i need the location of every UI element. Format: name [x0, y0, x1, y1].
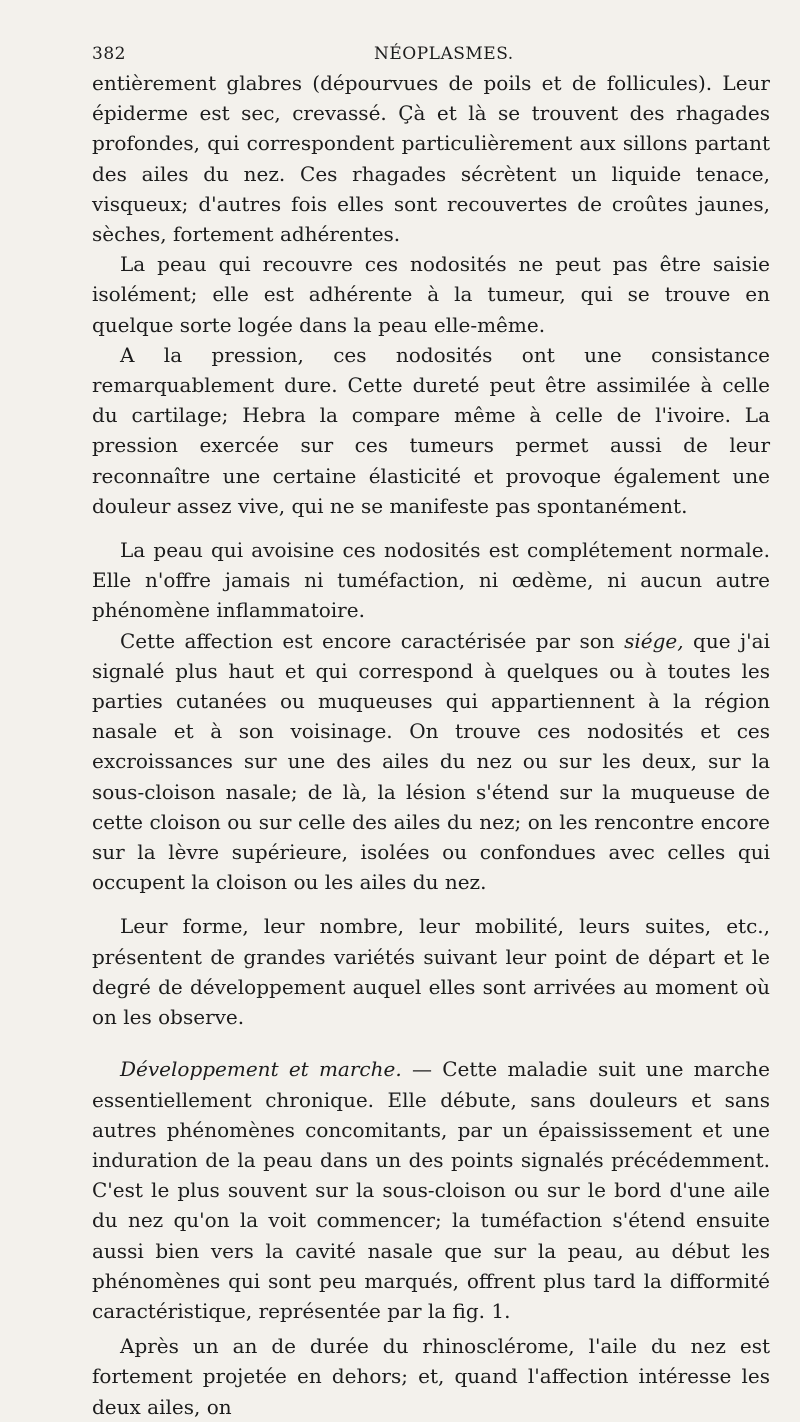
section-dash: — — [401, 1057, 443, 1082]
paragraph-siege — [92, 626, 770, 898]
paragraph-forme: Leur forme, leur nombre, leur mobilité, leurs suites, etc., présentent de grandes variétés suivant leur point de départ et le degré de développement auquel elles sont arrivées au moment où on les observe. — [92, 914, 770, 1030]
section-heading: Développement et marche. — [120, 1057, 402, 1082]
paragraph-adherence: La peau qui recouvre ces nodosités ne peut pas être saisie isolément; elle est adhérente à la tumeur, qui se trouve en quelque sorte logée dans la peau elle-même. — [92, 252, 770, 337]
paragraph-last: Après un an de durée du rhinosclérome, l'aile du nez est fortement projetée en dehors; et, quand l'affection intéresse les deux ailes, on — [92, 1334, 770, 1419]
siege-text-before: Cette affection est encore caractérisée par son — [120, 628, 625, 653]
page-number: 382 — [92, 44, 126, 64]
paragraph-continued: entièrement glabres (dépourvues de poils et de follicules). Leur épiderme est sec, crevassé. Çà et là se trouvent des rhagades profondes, qui correspondent particulièrement aux sillons partant des ailes du nez. Ces rhagades sécrètent un liquide tenace, visqueux; d'autres fois elles sont recouvertes de croûtes jaunes, sèches, fortement adhérentes. — [92, 71, 770, 247]
book-page — [92, 38, 770, 1422]
siege-emphasis: siége, — [624, 628, 684, 653]
section-text: Cette maladie suit une marche essentiellement chronique. Elle débute, sans douleurs et sans autres phénomènes concomitants, par un épaississement et une induration de la peau dans un des points signalés précédemment. C'est le plus souvent sur la sous-cloison ou sur le bord d'une aile du nez qu'on la voit commencer; la tuméfaction s'étend ensuite aussi bien vers la cavité nasale que sur la peau, au début les phénomènes qui sont peu marqués, offrent plus tard la difformité caractéristique, représentée par la fig. 1. — [92, 1057, 771, 1323]
running-header — [92, 38, 770, 68]
paragraph-pressure: A la pression, ces nodosités ont une consistance remarquablement dure. Cette dureté peut être assimilée à celle du cartilage; Hebra la compare même à celle de l'ivoire. La pression exercée sur ces tumeurs permet aussi de leur reconnaître une certaine élasticité et provoque également une douleur assez vive, qui ne se manifeste pas spontanément. — [92, 342, 770, 518]
body-text — [92, 68, 770, 1422]
running-title: NÉOPLASMES. — [374, 44, 514, 64]
paragraph-surrounding-skin: La peau qui avoisine ces nodosités est complétement normale. Elle n'offre jamais ni tuméfaction, ni œdème, ni aucun autre phénomène inflammatoire. — [92, 538, 770, 623]
paragraph-developpement — [92, 1054, 770, 1326]
siege-text-after: que j'ai signalé plus haut et qui correspond à quelques ou à toutes les parties cutanées ou muqueuses qui appartiennent à la région nasale et à son voisinage. On trouve ces nodosités et ces excroissances sur une des ailes du nez ou sur les deux, sur la sous-cloison nasale; de là, la lésion s'étend sur la muqueuse de cette cloison ou sur celle des ailes du nez; on les rencontre encore sur la lèvre supérieure, isolées ou confondues avec celles qui occupent la cloison ou les ailes du nez. — [92, 628, 770, 895]
